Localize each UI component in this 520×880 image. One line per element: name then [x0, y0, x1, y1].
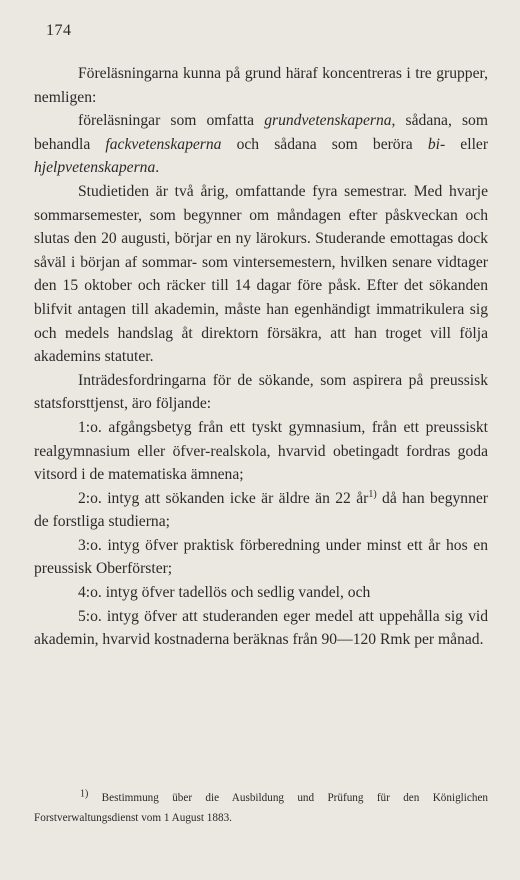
paragraph-requirements: Inträdesfordringarna för de sökande, som aspirera på preussisk statsforsttjenst, äro följande: — [34, 371, 488, 413]
term-fackvetenskaperna: fackvetenskaperna — [105, 135, 222, 153]
requirement-item-1: 1:o. afgångsbetyg från ett tyskt gymnasium, från ett preussiskt realgymnasium eller öfver-realskola, hvarvid obetingadt fordras goda vitsord i de matematiska ämnena; — [34, 418, 488, 484]
requirement-item-3: 3:o. intyg öfver praktisk förberedning under minst ett år hos en preussisk Oberförster; — [34, 536, 488, 578]
groups-text-3: och sådana som beröra — [221, 135, 428, 153]
footnote-text: Bestimmung über die Ausbildung und Prüfung für den Königlichen Forstverwaltungsdienst vom 1 August 1883. — [34, 792, 488, 824]
requirement-item-4: 4:o. intyg öfver tadellös och sedlig vandel, och — [78, 584, 371, 602]
page-body — [34, 62, 488, 652]
item-2-text-cont: då han begynner de forstliga studierna; — [34, 489, 488, 531]
groups-text-1: föreläsningar som omfatta — [78, 112, 265, 130]
paragraph-intro: Föreläsningarna kunna på grund häraf koncentreras i tre grupper, nemligen: — [34, 65, 488, 106]
footnote-marker: 1) — [80, 788, 89, 800]
term-grundvetenskaperna: grundvetenskaperna — [264, 112, 392, 130]
footnote — [34, 788, 488, 828]
term-hjelpvetenskaperna: hjelpvetenskaperna — [34, 159, 156, 177]
groups-text-4: eller — [445, 135, 489, 153]
footnote-reference: 1) — [368, 488, 377, 500]
page-number: 174 — [46, 22, 72, 39]
paragraph-study-time: Studietiden är två årig, omfattande fyra semestrar. Med hvarje sommarsemester, som begynner om måndagen efter påskveckan och slutas den 20 augusti, börjar en ny lärokurs. Studerande emottagas dock såväl i början af sommar- som vintersemestern, hvilken senare vidtager den 15 oktober och räcker till 14 dagar före påsk. Efter det sökanden blifvit antagen till akademin, måste han egenhändigt immatrikulera sig och medels handslag åt direktorn försäkra, att han troget vill följa akademins statuter. — [34, 182, 488, 366]
requirement-item-2 — [34, 487, 488, 534]
paragraph-groups — [34, 109, 488, 180]
item-2-text: 2:o. intyg att sökanden icke är äldre än 22 år — [78, 489, 369, 507]
term-bi: bi- — [427, 135, 446, 153]
requirement-item-5: 5:o. intyg öfver att studeranden eger medel att uppehålla sig vid akademin, hvarvid kostnaderna beräknas från 90—120 Rmk per månad. — [34, 607, 488, 649]
groups-text-2: , sådana, som behandla — [34, 112, 488, 153]
groups-text-5: . — [155, 159, 160, 177]
